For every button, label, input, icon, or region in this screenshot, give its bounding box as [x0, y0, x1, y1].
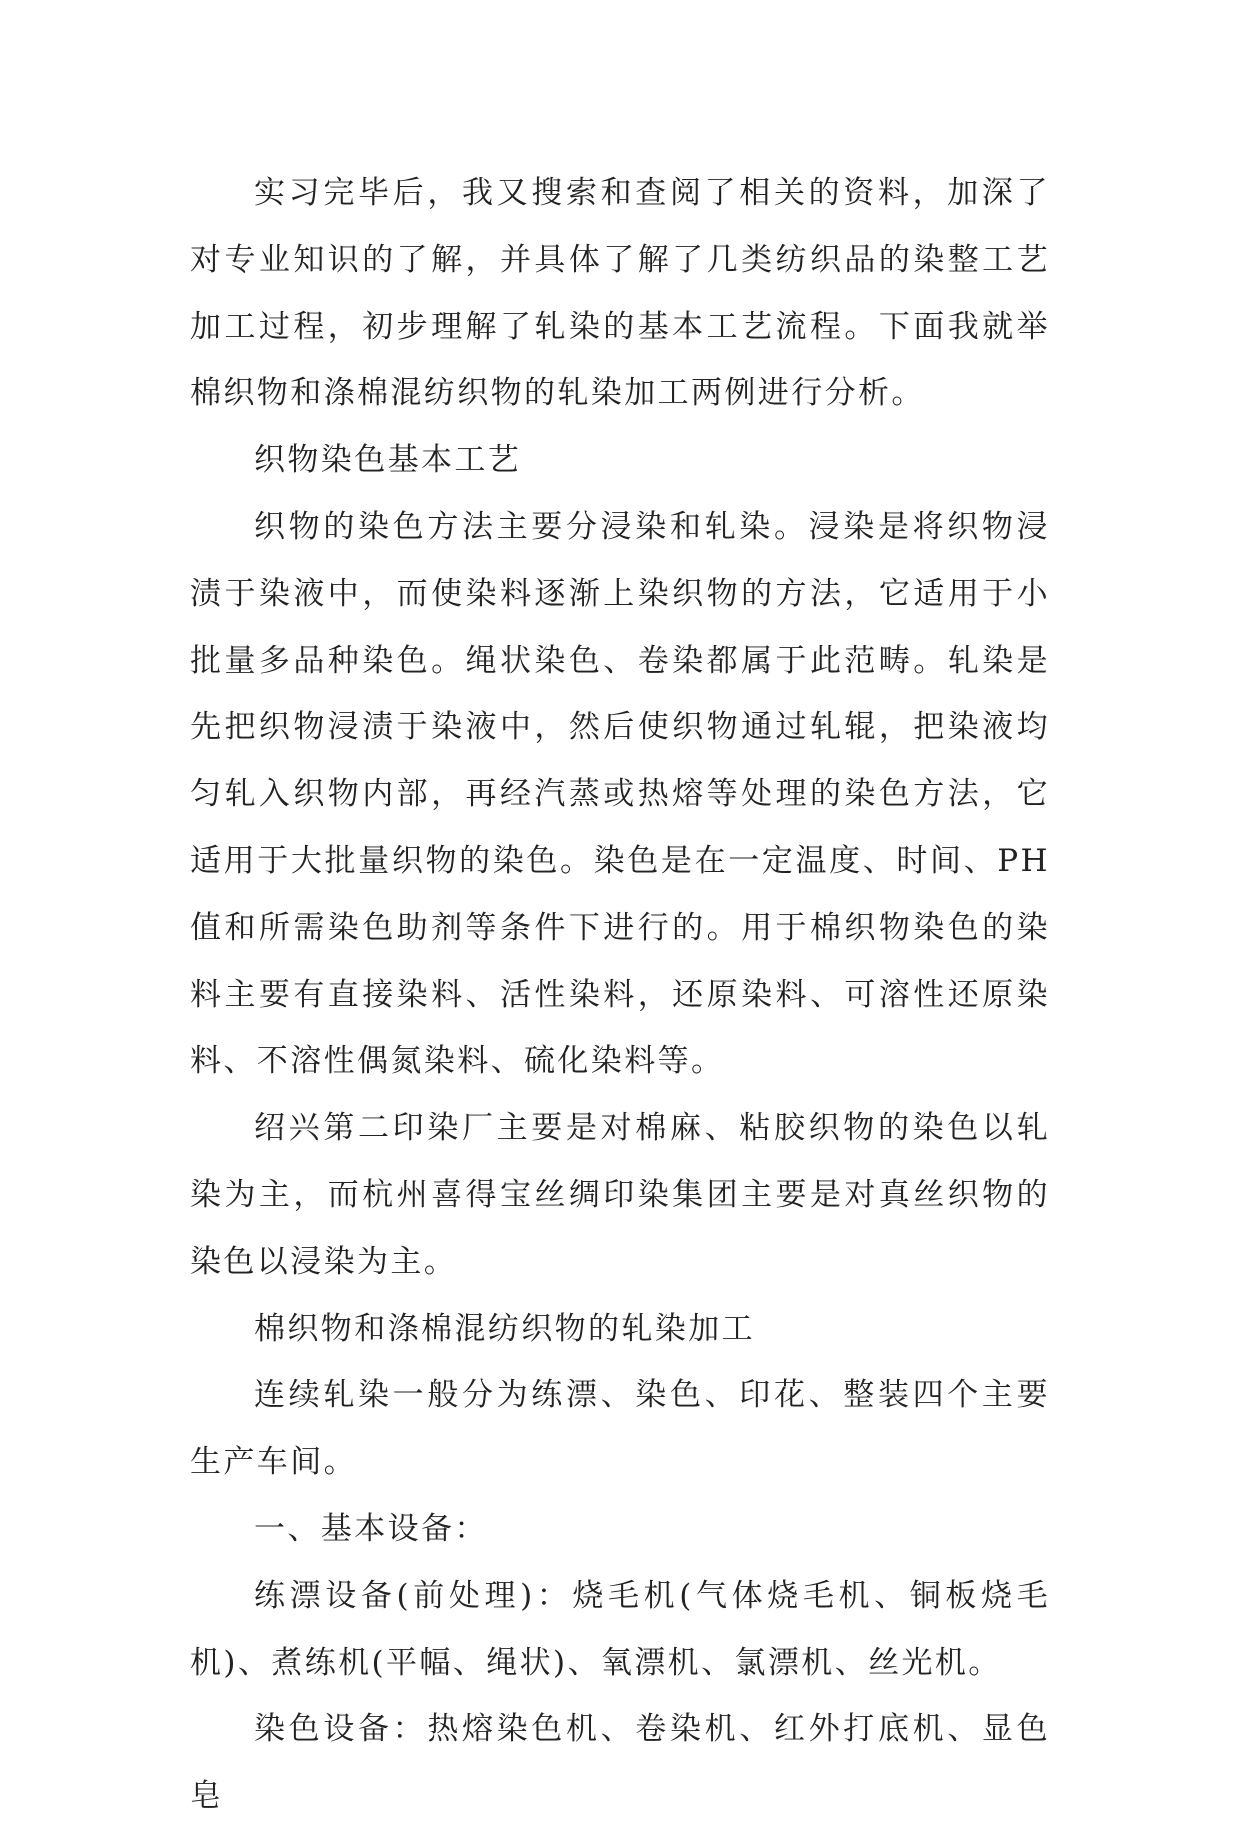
paragraph-dyeing-equipment: 染色设备：热熔染色机、卷染机、红外打底机、显色皂	[190, 1711, 1050, 1815]
paragraph-workshops: 连续轧染一般分为练漂、染色、印花、整装四个主要生产车间。	[190, 1377, 1050, 1481]
paragraph-intro: 实习完毕后，我又搜索和查阅了相关的资料，加深了对专业知识的了解，并具体了解了几类纺织品的染整工艺加工过程，初步理解了轧染的基本工艺流程。下面我就举棉织物和涤棉混纺织物的轧染加工两例进行分析。	[190, 175, 1050, 412]
section-heading-dyeing-process: 织物染色基本工艺	[254, 442, 522, 479]
document-body	[190, 160, 1050, 1830]
paragraph-dyeing-methods: 织物的染色方法主要分浸染和轧染。浸染是将织物浸渍于染液中，而使染料逐渐上染织物的方法，它适用于小批量多品种染色。绳状染色、卷染都属于此范畴。轧染是先把织物浸渍于染液中，然后使织物通过轧辊，把染液均匀轧入织物内部，再经汽蒸或热熔等处理的染色方法，它适用于大批量织物的染色。染色是在一定温度、时间、PH值和所需染色助剂等条件下进行的。用于棉织物染色的染料主要有直接染料、活性染料，还原染料、可溶性还原染料、不溶性偶氮染料、硫化染料等。	[190, 508, 1050, 1080]
paragraph-factories: 绍兴第二印染厂主要是对棉麻、粘胶织物的染色以轧染为主，而杭州喜得宝丝绸印染集团主要是对真丝织物的染色以浸染为主。	[190, 1110, 1050, 1280]
paragraph-pretreatment-equipment: 练漂设备(前处理)：烧毛机(气体烧毛机、铜板烧毛机)、煮练机(平幅、绳状)、氧漂机、氯漂机、丝光机。	[190, 1577, 1050, 1681]
section-heading-pad-dyeing: 棉织物和涤棉混纺织物的轧染加工	[254, 1310, 755, 1347]
list-heading-equipment: 一、基本设备：	[254, 1510, 488, 1547]
